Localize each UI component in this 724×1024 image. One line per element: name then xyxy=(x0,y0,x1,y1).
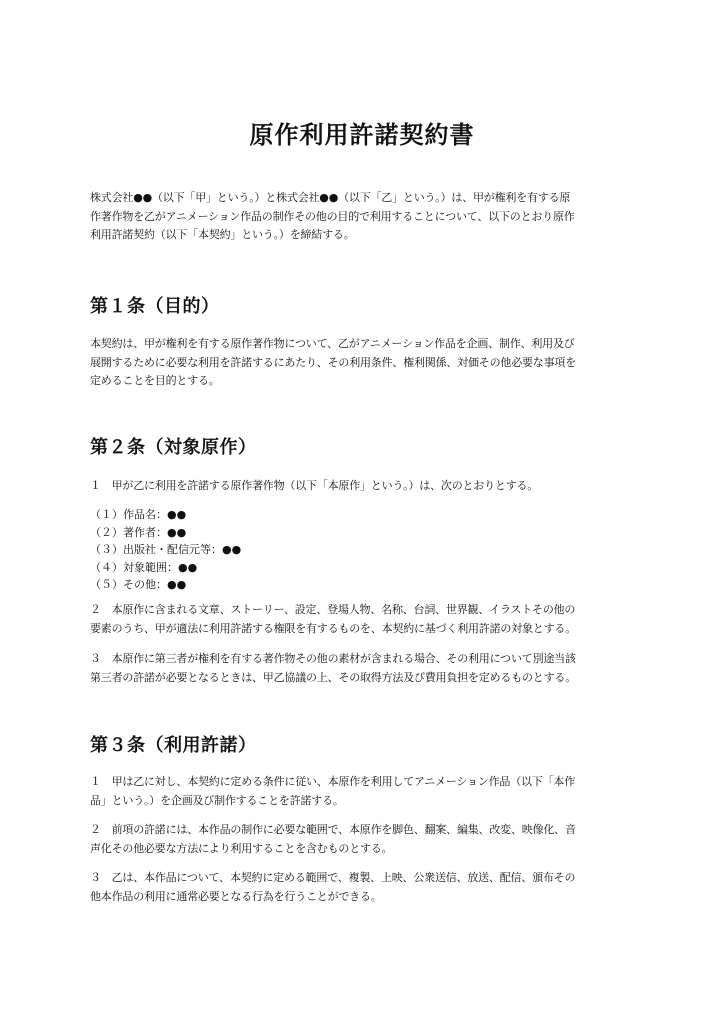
list-item: （２）著作者：●● xyxy=(90,525,187,539)
paragraph-line: １ 甲は乙に対し、本契約に定める条件に従い、本原作を利用してアニメーション作品（以下「本作 xyxy=(90,775,576,788)
paragraph-line: ３ 乙は、本作品について、本契約に定める範囲で、複製、上映、公衆送信、放送、配信、頒布その xyxy=(90,871,576,884)
article-3-paragraph-3 xyxy=(90,869,642,906)
list-item: （４）対象範囲：●● xyxy=(90,560,198,574)
paragraph-line: 展開するために必要な利用を許諾するにあたり、その利用条件、権利関係、対価その他必要な事項を xyxy=(90,355,576,369)
paragraph-line: 品」という。）を企画及び制作することを許諾する。 xyxy=(90,793,344,807)
paragraph-line: ２ 前項の許諾には、本作品の制作に必要な範囲で、本原作を脚色、翻案、編集、改変、映像化、音 xyxy=(90,823,576,836)
paragraph-line: 他本作品の利用に通常必要となる行為を行うことができる。 xyxy=(90,889,382,903)
paragraph-line: １ 甲が乙に利用を許諾する原作著作物（以下「本原作」という。）は、次のとおりとする。 xyxy=(90,479,539,492)
article-2-paragraph-1 xyxy=(90,477,642,496)
list-item: （３）出版社・配信元等：●● xyxy=(90,543,242,556)
list-item: （１）作品名：●● xyxy=(90,508,187,521)
article-1-heading: 第１条（目的） xyxy=(90,296,220,317)
article-2-heading: 第２条（対象原作） xyxy=(90,437,257,458)
paragraph-line: 要素のうち、甲が適法に利用許諾する権限を有するものを、本契約に基づく利用許諾の対象とする。 xyxy=(90,621,576,635)
preamble-line: 利用許諾契約（以下「本契約」という。）を締結する。 xyxy=(90,228,355,241)
document-title: 原作利用許諾契約書 xyxy=(249,121,475,149)
article-3-paragraph-2 xyxy=(90,821,642,858)
paragraph-line: 声化その他必要な方法により利用することを含むものとする。 xyxy=(90,841,393,855)
preamble-line: 株式会社●●（以下「甲」という。）と株式会社●●（以下「乙」という。）は、甲が権利を有する原 xyxy=(90,191,571,204)
preamble-paragraph xyxy=(90,189,642,245)
paragraph-line: ３ 本原作に第三者が権利を有する著作物その他の素材が含まれる場合、その利用について別途当該 xyxy=(90,652,576,665)
paragraph-line: 本契約は、甲が権利を有する原作著作物について、乙がアニメーション作品を企画、制作、利用及び xyxy=(90,337,575,350)
paragraph-line: ２ 本原作に含まれる文章、ストーリー、設定、登場人物、名称、台詞、世界観、イラストその他の xyxy=(90,603,576,616)
article-2-paragraph-3 xyxy=(90,650,642,687)
preamble-line: 作著作物を乙がアニメーション作品の制作その他の目的で利用することについて、以下のとおり原作 xyxy=(90,209,575,223)
article-1-paragraph-1 xyxy=(90,335,642,391)
paragraph-line: 第三者の許諾が必要となるときは、甲乙協議の上、その取得方法及び費用負担を定めるものとする。 xyxy=(90,670,576,684)
article-2-paragraph-2 xyxy=(90,601,642,638)
paragraph-line: 定めることを目的とする。 xyxy=(90,374,220,387)
article-3-paragraph-1 xyxy=(90,773,642,810)
list-item: （５）その他：●● xyxy=(90,578,187,591)
original-work-items xyxy=(90,506,642,594)
article-3-heading: 第３条（利用許諾） xyxy=(90,735,257,756)
